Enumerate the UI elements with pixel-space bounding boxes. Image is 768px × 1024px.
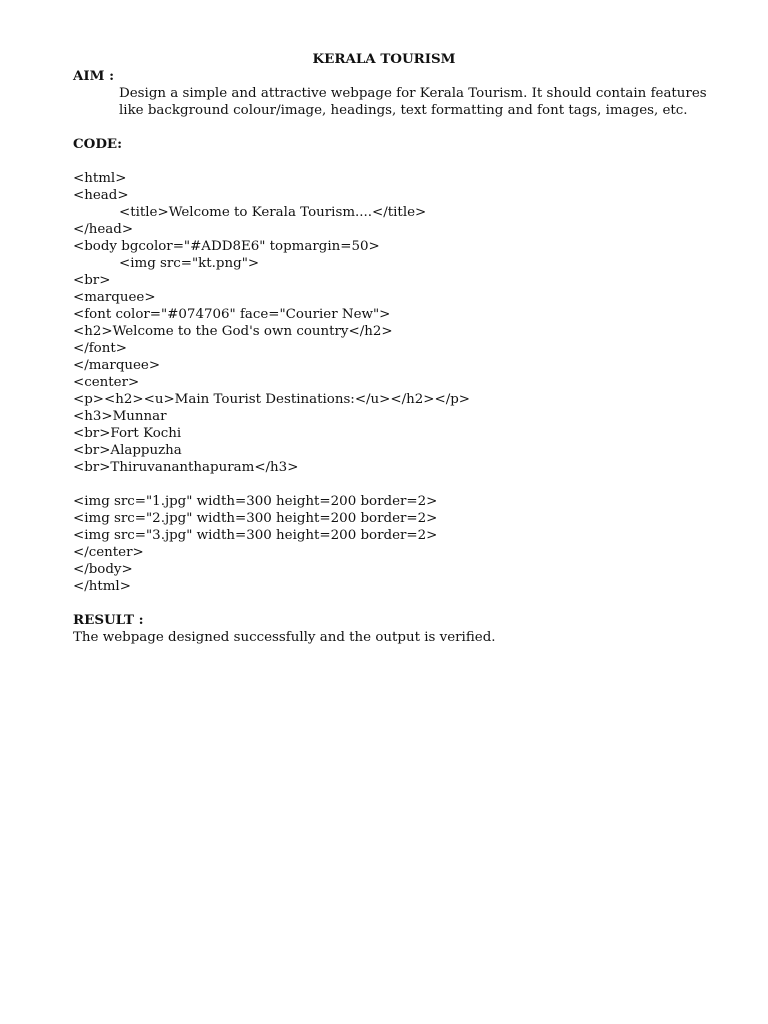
code-line: <img src="kt.png"> (119, 256, 260, 271)
code-line: <img src="2.jpg" width=300 height=200 border=2> (73, 511, 438, 526)
code-line: <center> (73, 375, 140, 390)
code-line: <body bgcolor="#ADD8E6" topmargin=50> (73, 239, 380, 254)
spacer (73, 153, 693, 170)
code-line: <h2>Welcome to the God's own country</h2> (73, 324, 393, 339)
code-line: </html> (73, 579, 131, 594)
code-label: CODE: (73, 136, 123, 152)
code-line: </head> (73, 222, 134, 237)
code-line: <br>Alappuzha (73, 443, 182, 458)
code-line: <img src="1.jpg" width=300 height=200 border=2> (73, 494, 438, 509)
code-line: <br> (73, 273, 111, 288)
code-line: <font color="#074706" face="Courier New"> (73, 307, 391, 322)
code-line: <p><h2><u>Main Tourist Destinations:</u></h2></p> (73, 392, 471, 407)
code-line: <title>Welcome to Kerala Tourism....</title> (119, 205, 427, 220)
result-label: RESULT : (73, 612, 144, 628)
code-line: </center> (73, 545, 144, 560)
code-line: <marquee> (73, 290, 156, 305)
document-title: KERALA TOURISM (312, 51, 456, 67)
code-line: <img src="3.jpg" width=300 height=200 border=2> (73, 528, 438, 543)
code-block (73, 170, 693, 595)
code-line: <br>Thiruvananthapuram</h3> (73, 460, 299, 475)
aim-text (73, 85, 707, 119)
document-page (73, 51, 707, 646)
result-text: The webpage designed successfully and the output is verified. (73, 630, 496, 645)
aim-label: AIM : (73, 68, 115, 84)
code-line: </body> (73, 562, 133, 577)
code-line: </marquee> (73, 358, 161, 373)
code-line: <h3>Munnar (73, 409, 167, 424)
code-line: <html> (73, 171, 127, 186)
code-line: </font> (73, 341, 127, 356)
spacer (73, 119, 693, 136)
aim-line: like background colour/image, headings, text formatting and font tags, images, etc. (119, 103, 688, 118)
code-line: <head> (73, 188, 129, 203)
aim-line: Design a simple and attractive webpage for Kerala Tourism. It should contain features (119, 86, 707, 101)
code-line (73, 476, 693, 493)
spacer (73, 595, 693, 612)
code-line: <br>Fort Kochi (73, 426, 182, 441)
